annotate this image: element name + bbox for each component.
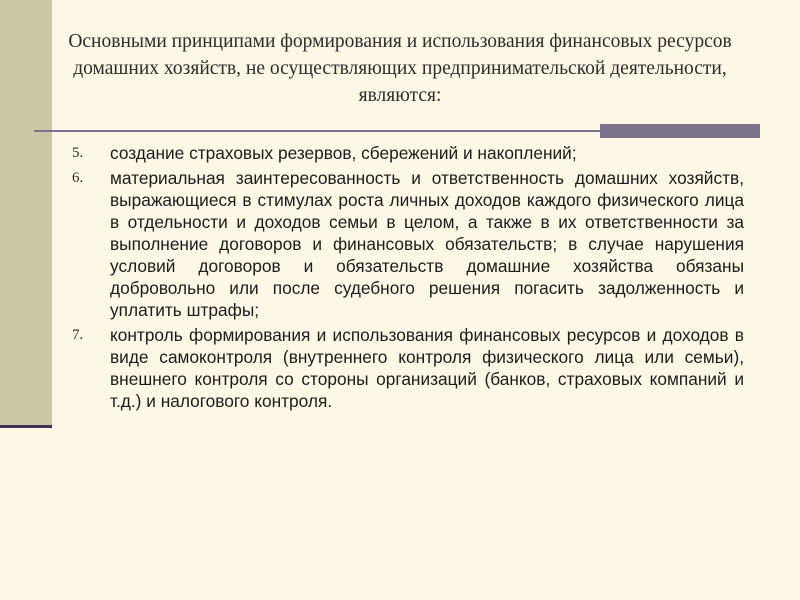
list-item-number: 5. xyxy=(72,145,84,161)
left-decorative-bar xyxy=(0,0,52,426)
principles-list xyxy=(72,142,744,415)
list-item-text: создание страховых резервов, сбережений и накоплений; xyxy=(110,143,577,163)
list-item-text: материальная заинтересованность и ответственность домашних хозяйств, выражающиеся в стимулах роста личных доходов каждого физического лица в отдельности и доходов семьи в целом, а также в их ответственности за выполнение договоров и финансовых обязательств; в случае нарушения условий договоров и обязательств домашние хозяйства обязаны добровольно или после судебного решения погасить задолженность и уплатить штрафы; xyxy=(110,168,744,320)
list-item-number: 6. xyxy=(72,170,84,186)
title-divider xyxy=(34,130,600,132)
list-item xyxy=(72,167,744,321)
slide-title: Основными принципами формирования и использования финансовых ресурсов домашних хозяйств, не осуществляющих предпринимательской деятельности, являются: xyxy=(68,31,732,106)
list-item xyxy=(72,142,744,164)
list-item-number: 7. xyxy=(72,327,84,343)
list-item-text: контроль формирования и использования финансовых ресурсов и доходов в виде самоконтроля (внутреннего контроля физического лица или семьи), внешнего контроля со стороны организаций (банков, страховых компаний и т.д.) и налогового контроля. xyxy=(110,325,744,411)
title-divider-block xyxy=(600,124,760,138)
list-item xyxy=(72,324,744,412)
left-bar-underline xyxy=(0,425,52,428)
